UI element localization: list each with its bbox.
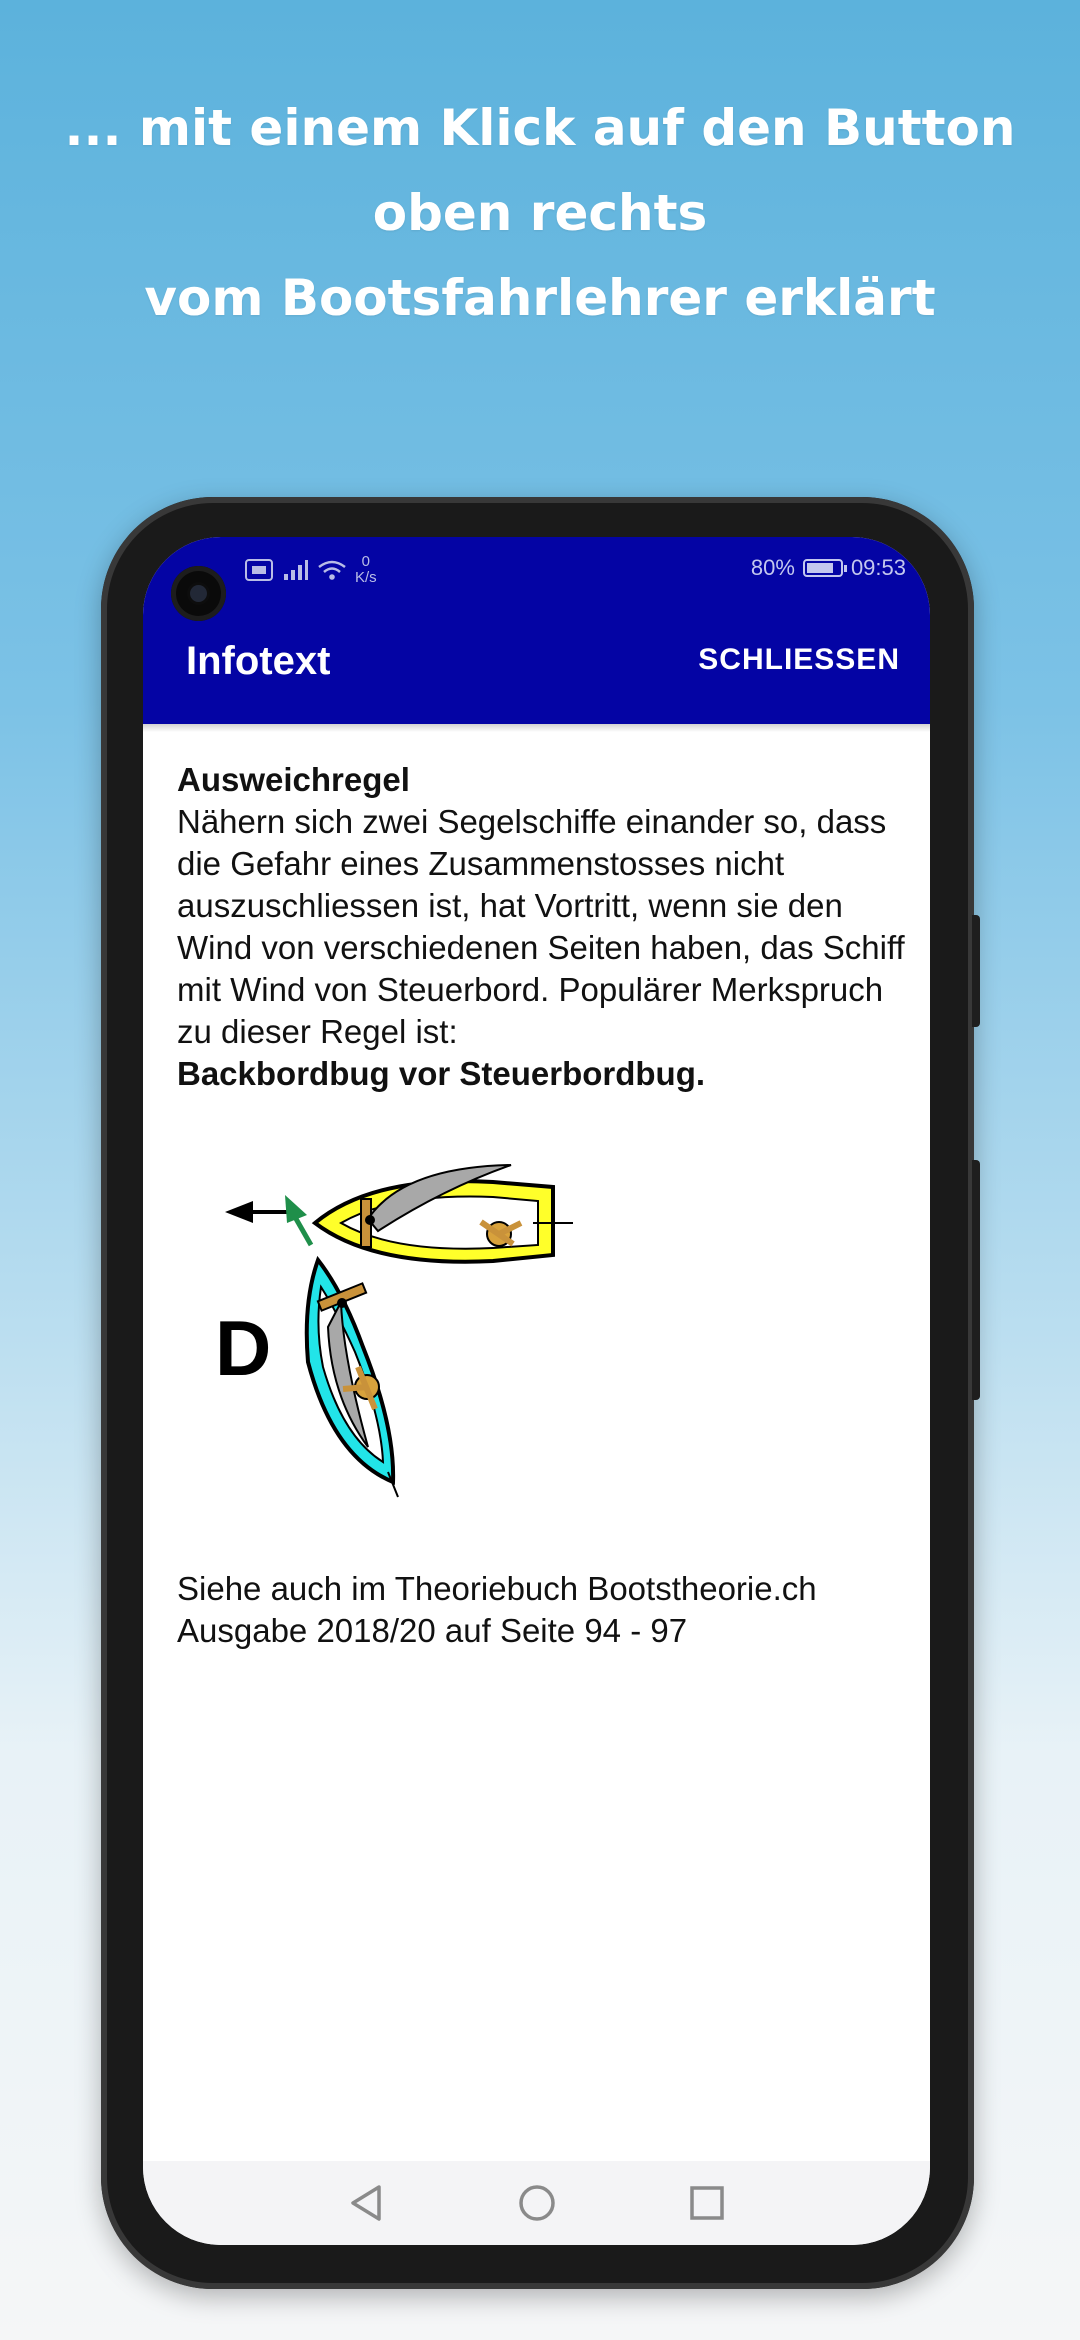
promo-headline — [0, 86, 1080, 341]
cyan-sailboat — [307, 1260, 398, 1497]
status-bar — [143, 537, 930, 607]
wifi-icon — [317, 559, 347, 581]
volume-button — [972, 915, 980, 1027]
sailboat-illustration — [203, 1127, 883, 1527]
recents-icon[interactable] — [683, 2179, 731, 2227]
clock: 09:53 — [850, 555, 906, 580]
power-button — [972, 1160, 980, 1400]
app-bar — [143, 537, 930, 724]
battery-icon — [803, 559, 843, 577]
front-camera — [171, 566, 226, 621]
headline-line-3: vom Bootsfahrlehrer erklärt — [144, 269, 936, 327]
sim-icon — [245, 558, 275, 582]
direction-arrow-left — [225, 1201, 291, 1223]
app-bar-shadow — [143, 724, 930, 732]
close-button[interactable]: SCHLIESSEN — [698, 643, 900, 676]
back-icon[interactable] — [343, 2179, 391, 2227]
rule-body: Nähern sich zwei Segelschiffe einander so, dass die Gefahr eines Zusammenstosses nicht auszuschliessen ist, hat Vortritt, wenn sie den Wind von verschiedenen Seiten haben, das Schiff mit Wind von Steuerbord. Populärer Merkspruch zu dieser Regel ist: — [177, 803, 905, 1050]
battery-percent: 80% — [750, 555, 795, 580]
system-nav-bar — [143, 2161, 930, 2245]
headline-line-1: ... mit einem Klick auf den Button — [64, 99, 1016, 157]
rule-title: Ausweichregel — [177, 761, 410, 798]
network-speed: 0 K/s — [355, 553, 377, 586]
direction-arrow-up — [285, 1195, 311, 1245]
info-content — [177, 759, 917, 1095]
reference-line-2: Ausgabe 2018/20 auf Seite 94 - 97 — [177, 1612, 688, 1649]
home-icon[interactable] — [513, 2179, 561, 2227]
app-title: Infotext — [186, 639, 331, 683]
illustration-label: D — [215, 1304, 272, 1392]
signal-icon — [283, 559, 309, 581]
rule-motto: Backbordbug vor Steuerbordbug. — [177, 1055, 706, 1092]
phone-screen — [143, 537, 930, 2245]
book-reference — [177, 1568, 917, 1652]
headline-line-2: oben rechts — [372, 184, 708, 242]
reference-line-1: Siehe auch im Theoriebuch Bootstheorie.ch — [177, 1570, 817, 1607]
yellow-sailboat — [315, 1165, 573, 1262]
